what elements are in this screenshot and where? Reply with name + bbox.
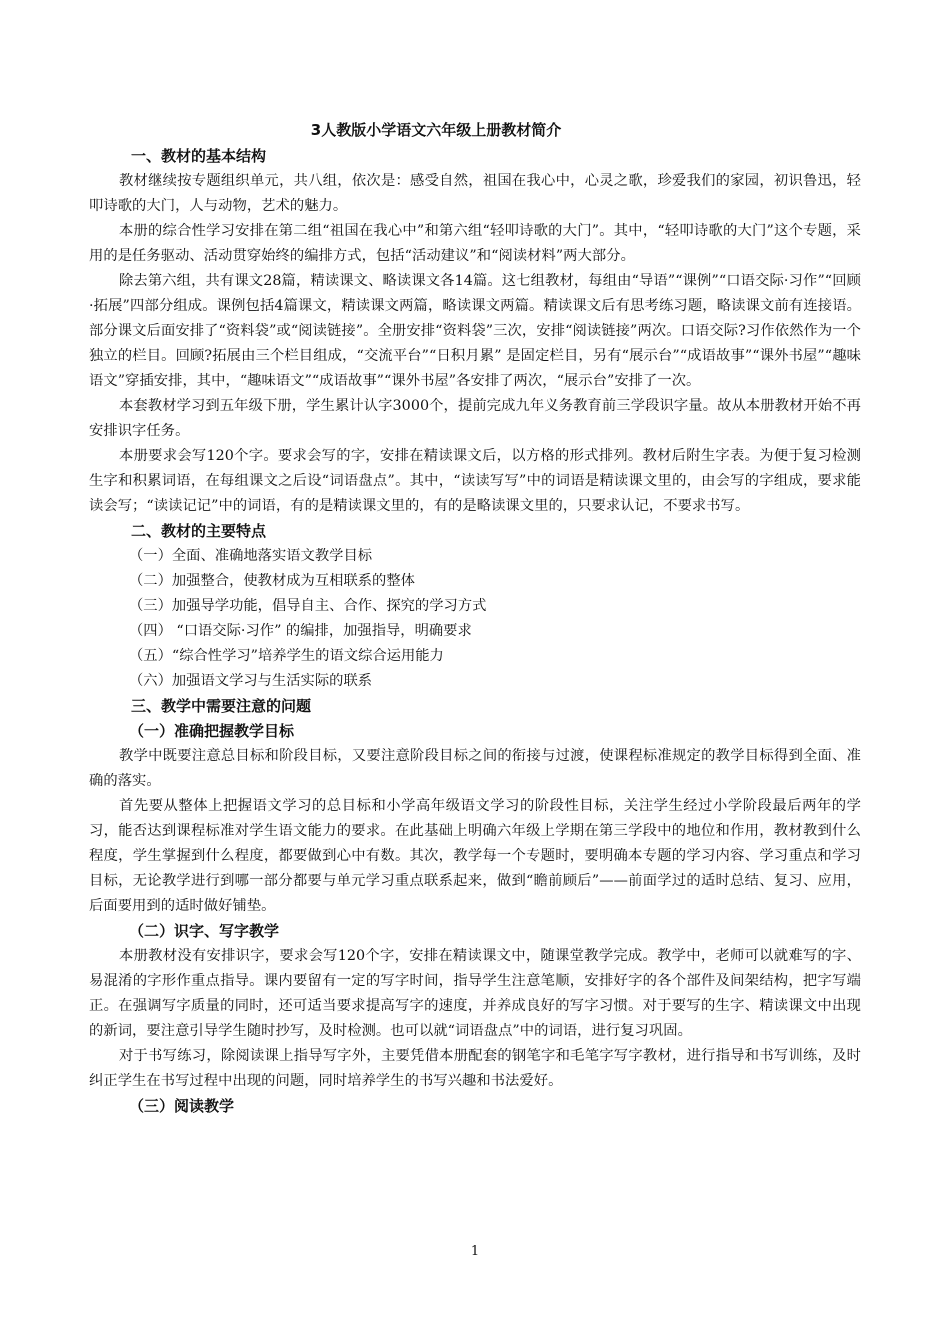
- feature-item: （三）加强导学功能，倡导自主、合作、探究的学习方式: [129, 598, 487, 614]
- paragraph: 除去第六组，共有课文28篇，精读课文、略读课文各14篇。这七组教材，每组由“导语”“课例”“口语交际·习作”“回顾·拓展”四部分组成。课例包括4篇课文，精读课文两篇，略读课文两篇。精读课文后有思考练习题，略读课文前有连接语。部分课文后面安排了“资料袋”或“阅读链接”。全册安排“资料袋”三次，安排“阅读链接”两次。口语交际?习作依然作为一个独立的栏目。回顾?拓展由三个栏目组成，“交流平台”“日积月累” 是固定栏目，另有“展示台”“成语故事”“课外书屋”“趣味语文”穿插安排，其中，“趣味语文”“成语故事”“课外书屋”各安排了两次，“展示台”安排了一次。: [89, 273, 861, 389]
- section-heading-features: 二、教材的主要特点: [131, 522, 267, 540]
- paragraph: 教学中既要注意总目标和阶段目标，又要注意阶段目标之间的衔接与过渡，使课程标准规定的教学目标得到全面、准确的落实。: [89, 748, 861, 789]
- paragraph: 本册教材没有安排识字，要求会写120个字，安排在精读课文中，随课堂教学完成。教学中，老师可以就难写的字、易混淆的字形作重点指导。课内要留有一定的写字时间，指导学生注意笔顺，安排好字的各个部件及间架结构，把字写端正。在强调写字质量的同时，还可适当要求提高写字的速度，并养成良好的写字习惯。对于要写的生字、精读课文中出现的新词，要注意引导学生随时抄写，及时检测。也可以就“词语盘点”中的词语，进行复习巩固。: [89, 948, 861, 1039]
- subsection-heading-reading: （三）阅读教学: [129, 1097, 235, 1115]
- paragraph: 教材继续按专题组织单元，共八组，依次是：感受自然，祖国在我心中，心灵之歌，珍爱我们的家园，初识鲁迅，轻叩诗歌的大门，人与动物，艺术的魅力。: [89, 173, 861, 214]
- subsection-heading-writing: （二）识字、写字教学: [129, 922, 280, 940]
- page-number: 1: [470, 1244, 480, 1259]
- paragraph: 对于书写练习，除阅读课上指导写字外，主要凭借本册配套的钢笔字和毛笔字写字教材，进行指导和书写训练，及时纠正学生在书写过程中出现的问题，同时培养学生的书写兴趣和书法爱好。: [89, 1048, 861, 1089]
- feature-item: （二）加强整合，使教材成为互相联系的整体: [129, 573, 415, 589]
- paragraph: 本册的综合性学习安排在第二组“祖国在我心中”和第六组“轻叩诗歌的大门”。其中，“轻叩诗歌的大门”这个专题，采用的是任务驱动、活动贯穿始终的编排方式，包括“活动建议”和“阅读材料”两大部分。: [89, 223, 861, 264]
- feature-item: （一）全面、准确地落实语文教学目标: [129, 548, 373, 564]
- paragraph: 首先要从整体上把握语文学习的总目标和小学高年级语文学习的阶段性目标，关注学生经过小学阶段最后两年的学习，能否达到课程标准对学生语文能力的要求。在此基础上明确六年级上学期在第三学段中的地位和作用，教材教到什么程度，学生掌握到什么程度，都要做到心中有数。其次，教学每一个专题时，要明确本专题的学习内容、学习重点和学习目标，无论教学进行到哪一部分都要与单元学习重点联系起来，做到“瞻前顾后”——前面学过的适时总结、复习、应用，后面要用到的适时做好铺垫。: [89, 798, 861, 914]
- section-heading-issues: 三、教学中需要注意的问题: [131, 697, 312, 715]
- document-page: [89, 118, 861, 1119]
- paragraph: 本套教材学习到五年级下册，学生累计认字3000个，提前完成九年义务教育前三学段识字量。故从本册教材开始不再安排识字任务。: [89, 398, 861, 439]
- feature-item: （六）加强语文学习与生活实际的联系: [129, 673, 373, 689]
- document-title: 3人教版小学语文六年级上册教材简介: [310, 121, 562, 139]
- section-heading-structure: 一、教材的基本结构: [131, 147, 267, 165]
- paragraph: 本册要求会写120个字。要求会写的字，安排在精读课文后，以方格的形式排列。教材后附生字表。为便于复习检测生字和积累词语，在每组课文之后设“词语盘点”。其中，“读读写写”中的词语是精读课文里的，由会写的字组成，要求能读会写；“读读记记”中的词语，有的是精读课文里的，有的是略读课文里的，只要求认记，不要求书写。: [89, 448, 861, 514]
- subsection-heading-goals: （一）准确把握教学目标: [129, 722, 295, 740]
- feature-item: （五）“综合性学习”培养学生的语文综合运用能力: [129, 648, 444, 664]
- feature-item: （四） “口语交际·习作” 的编排，加强指导，明确要求: [129, 623, 472, 639]
